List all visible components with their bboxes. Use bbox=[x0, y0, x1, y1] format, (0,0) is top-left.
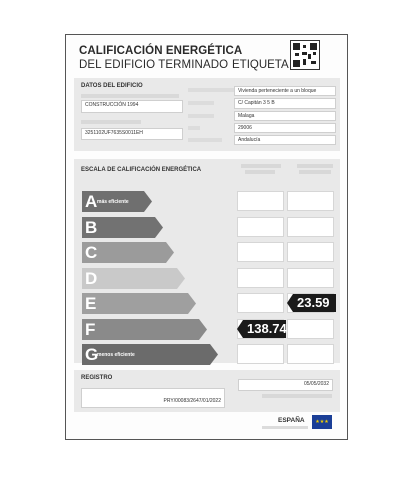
rating-letter: D bbox=[85, 268, 98, 288]
rating-bar-d bbox=[82, 268, 185, 289]
rating-bar-f bbox=[82, 319, 207, 340]
normativa-field: CONSTRUCCIÓN 1994 bbox=[81, 100, 183, 113]
consumo-value: 138.74 bbox=[247, 320, 287, 336]
rating-letter: A bbox=[85, 192, 98, 211]
consumo-cell-a bbox=[237, 191, 284, 211]
rating-sublabel: más eficiente bbox=[97, 199, 129, 205]
registro-panel bbox=[74, 370, 340, 412]
emisiones-cell-f bbox=[287, 319, 334, 339]
rating-letter: F bbox=[85, 319, 96, 339]
scale-section-title: ESCALA DE CALIFICACIÓN ENERGÉTICA bbox=[81, 167, 202, 173]
eu-flag-icon bbox=[312, 415, 332, 429]
rating-letter: G bbox=[85, 345, 99, 364]
registro-section-title: REGISTRO bbox=[81, 375, 113, 381]
qr-code bbox=[290, 40, 320, 70]
rating-bar-g bbox=[82, 344, 218, 365]
rating-letter: E bbox=[85, 294, 97, 313]
rating-scale-panel bbox=[74, 159, 340, 363]
label-etiqueta: ETIQUETA bbox=[232, 59, 289, 71]
emisiones-cell-a bbox=[287, 191, 334, 211]
consumo-cell-d bbox=[237, 268, 284, 288]
emisiones-indicator bbox=[287, 294, 336, 312]
label-subtitle: DEL EDIFICIO TERMINADO bbox=[79, 59, 229, 71]
codigo-postal-field: 29006 bbox=[234, 123, 336, 133]
registro-date-field: 05/05/2032 bbox=[238, 379, 333, 391]
country-label: ESPAÑA bbox=[278, 417, 305, 424]
rating-bar-c bbox=[82, 242, 174, 263]
emisiones-value: 23.59 bbox=[297, 295, 330, 310]
label-title: CALIFICACIÓN ENERGÉTICA bbox=[79, 45, 243, 57]
eu-stars: ★★★ bbox=[315, 419, 329, 425]
rating-bar-e bbox=[82, 293, 196, 314]
registro-number-field: PRY/00083/2647/01/2022 bbox=[81, 388, 225, 408]
consumo-cell-g bbox=[237, 344, 284, 364]
energy-label bbox=[65, 34, 348, 440]
comunidad-autonoma-field: Andalucía bbox=[234, 135, 336, 145]
consumo-indicator bbox=[237, 320, 286, 338]
emisiones-cell-d bbox=[287, 268, 334, 288]
municipio-field: Malaga bbox=[234, 111, 336, 121]
rating-letter: B bbox=[85, 217, 98, 237]
emisiones-cell-b bbox=[287, 217, 334, 237]
rating-sublabel: menos eficiente bbox=[97, 352, 135, 358]
consumo-cell-b bbox=[237, 217, 284, 237]
referencia-catastral-field: 3251102UF7635S0011EH bbox=[81, 128, 183, 140]
building-section-title: DATOS DEL EDIFICIO bbox=[81, 83, 143, 89]
rating-bar-a bbox=[82, 191, 152, 212]
direccion-field: C/ Capitán 3 5 B bbox=[234, 98, 336, 109]
emisiones-cell-c bbox=[287, 242, 334, 262]
rating-bar-b bbox=[82, 217, 163, 238]
emisiones-cell-g bbox=[287, 344, 334, 364]
tipo-edificio-field: Vivienda perteneciente a un bloque bbox=[234, 86, 336, 96]
consumo-cell-e bbox=[237, 293, 284, 313]
rating-letter: C bbox=[85, 243, 98, 262]
building-data-panel bbox=[74, 78, 340, 151]
consumo-cell-c bbox=[237, 242, 284, 262]
